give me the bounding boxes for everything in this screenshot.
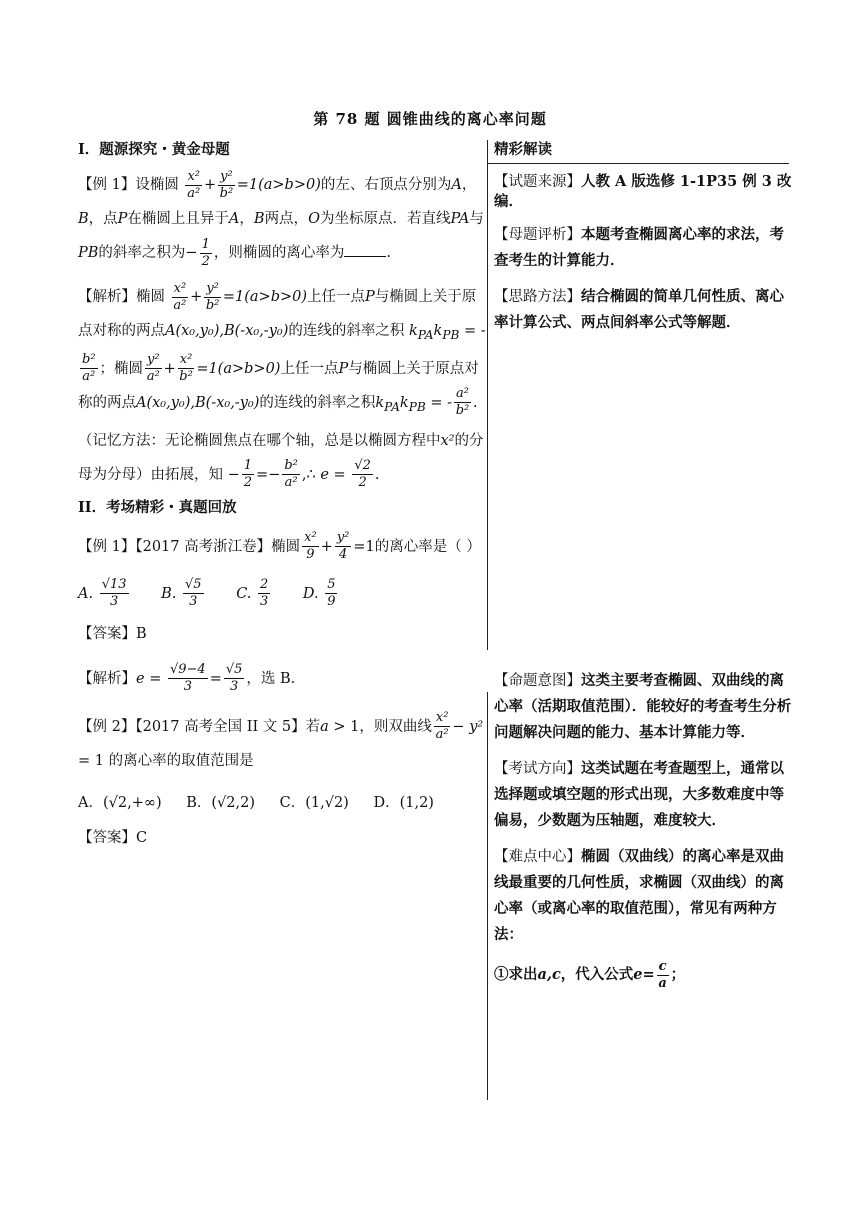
answer-blank <box>344 256 386 257</box>
exam-example-2: 【例 2】【2017 高考全国 II 文 5】若a > 1，则双曲线 $\frac{\text{x²}}{\text{a²}}$ − y² = 1 的离心率的取值范围是 <box>78 710 484 769</box>
fraction-y2-b2: $\frac{\text{y²}}{\text{b²}}$ <box>219 168 234 201</box>
exam-example-1-analysis: 【解析】e = $\frac{√9-4}{3}$ = $\frac{√5}{3}$ ，选 B. <box>78 662 296 695</box>
column-divider-top <box>487 140 488 650</box>
mother-example: 【例 1】设椭圆 $\frac{\text{x²}}{\text{a²}}$ + $\frac{\text{y²}}{\text{b²}}$ =1(a>b>0)的左、右顶点分别为A，B，点P在椭圆上且异于A，B两点，O为坐标原点．若直线PA与PB的斜率之积为− $\frac{1}{2}$ ，则椭圆的离心率为 . <box>78 168 484 269</box>
exam-example-1-answer: 【答案】B <box>78 625 147 642</box>
column-divider-bottom <box>487 692 488 1100</box>
example-tag: 【例 1】 <box>78 177 136 193</box>
fraction-one-half: $\frac{1}{2}$ <box>201 236 210 269</box>
right-column <box>494 140 794 1002</box>
exam-example-1: 【例 1】【2017 高考浙江卷】椭圆 $\frac{\text{x²}}{9}$ + $\frac{\text{y²}}{4}$ =1的离心率是（ ） <box>78 530 481 563</box>
direction-note: 【考试方向】这类试题在考查题型上，通常以选择题或填空题的形式出现，大多数难度中等偏易，少数题为压轴题，难度较大． <box>494 760 784 829</box>
method-note: 【思路方法】结合椭圆的简单几何性质、离心率计算公式、两点间斜率公式等解题． <box>494 288 784 331</box>
exam-example-2-options: A．(√2,+∞) B．(√2,2) C．(1,√2) D．(1,2) <box>78 794 434 811</box>
exam-example-2-answer: 【答案】C <box>78 829 148 846</box>
source-note: 【试题来源】人教 A 版选修 1-1P35 例 3 改编． <box>494 173 792 210</box>
section-heading-2: II．考场精彩・真题回放 <box>78 498 237 516</box>
evaluation-note: 【母题评析】本题考查椭圆离心率的求法，考查考生的计算能力． <box>494 226 784 269</box>
mother-analysis: 【解析】椭圆 $\frac{\text{x²}}{\text{a²}}$ + $\frac{\text{y²}}{\text{b²}}$ =1(a>b>0)上任一点P与椭圆上关于原点对称的两点A(x₀,y₀),B(-x₀,-y₀)的连线的斜率之积 $k_{PA}k_{PB}$ = - $\frac{\text{b²}}{\text{a²}}$ ；椭圆 $\frac{\text{y²}}{\text{a²}}$ + $\frac{\text{x²}}{\text{b²}}$ =1(a>b>0)上任一点P与椭圆上关于原点对称的两点A(x₀,y₀),B(-x₀,-y₀)的连线的斜率之积$k_{PA}k_{PB}$ = - $\frac{\text{a²}}{\text{b²}}$ . （记忆方法：无论椭圆焦点在哪个轴，总是以椭圆方程中x²的分母为分母）由拓展，知 − $\frac{1}{2}$ =− $\frac{\text{b²}}{\text{a²}}$ ,∴ e = $\frac{√2}{2}$ . <box>78 280 486 491</box>
left-column <box>78 140 486 858</box>
exam-example-1-options: A. $\frac{√13}{3}$ B. $\frac{√5}{3}$ C. $\frac{2}{3}$ D. $\frac{5}{9}$ <box>78 577 336 610</box>
section-heading-1: I．题源探究・黄金母题 <box>78 141 230 158</box>
difficulty-note: 【难点中心】椭圆（双曲线）的离心率是双曲线最重要的几何性质，求椭圆（双曲线）的离心率（或离心率的取值范围），常见有两种方法： <box>494 848 784 943</box>
intent-note: 【命题意图】这类主要考查椭圆、双曲线的离心率（活期取值范围）．能较好的考查考生分析问题解决问题的能力、基本计算能力等． <box>494 672 792 741</box>
right-heading: 精彩解读 <box>494 141 552 158</box>
fraction-x2-a2: $\frac{\text{x²}}{\text{a²}}$ <box>187 168 201 201</box>
step-one: ①求出a,c，代入公式e= $\frac{c}{a}$ ； <box>494 958 686 991</box>
page-title: 第 78 题 圆锥曲线的离心率问题 <box>313 110 547 128</box>
